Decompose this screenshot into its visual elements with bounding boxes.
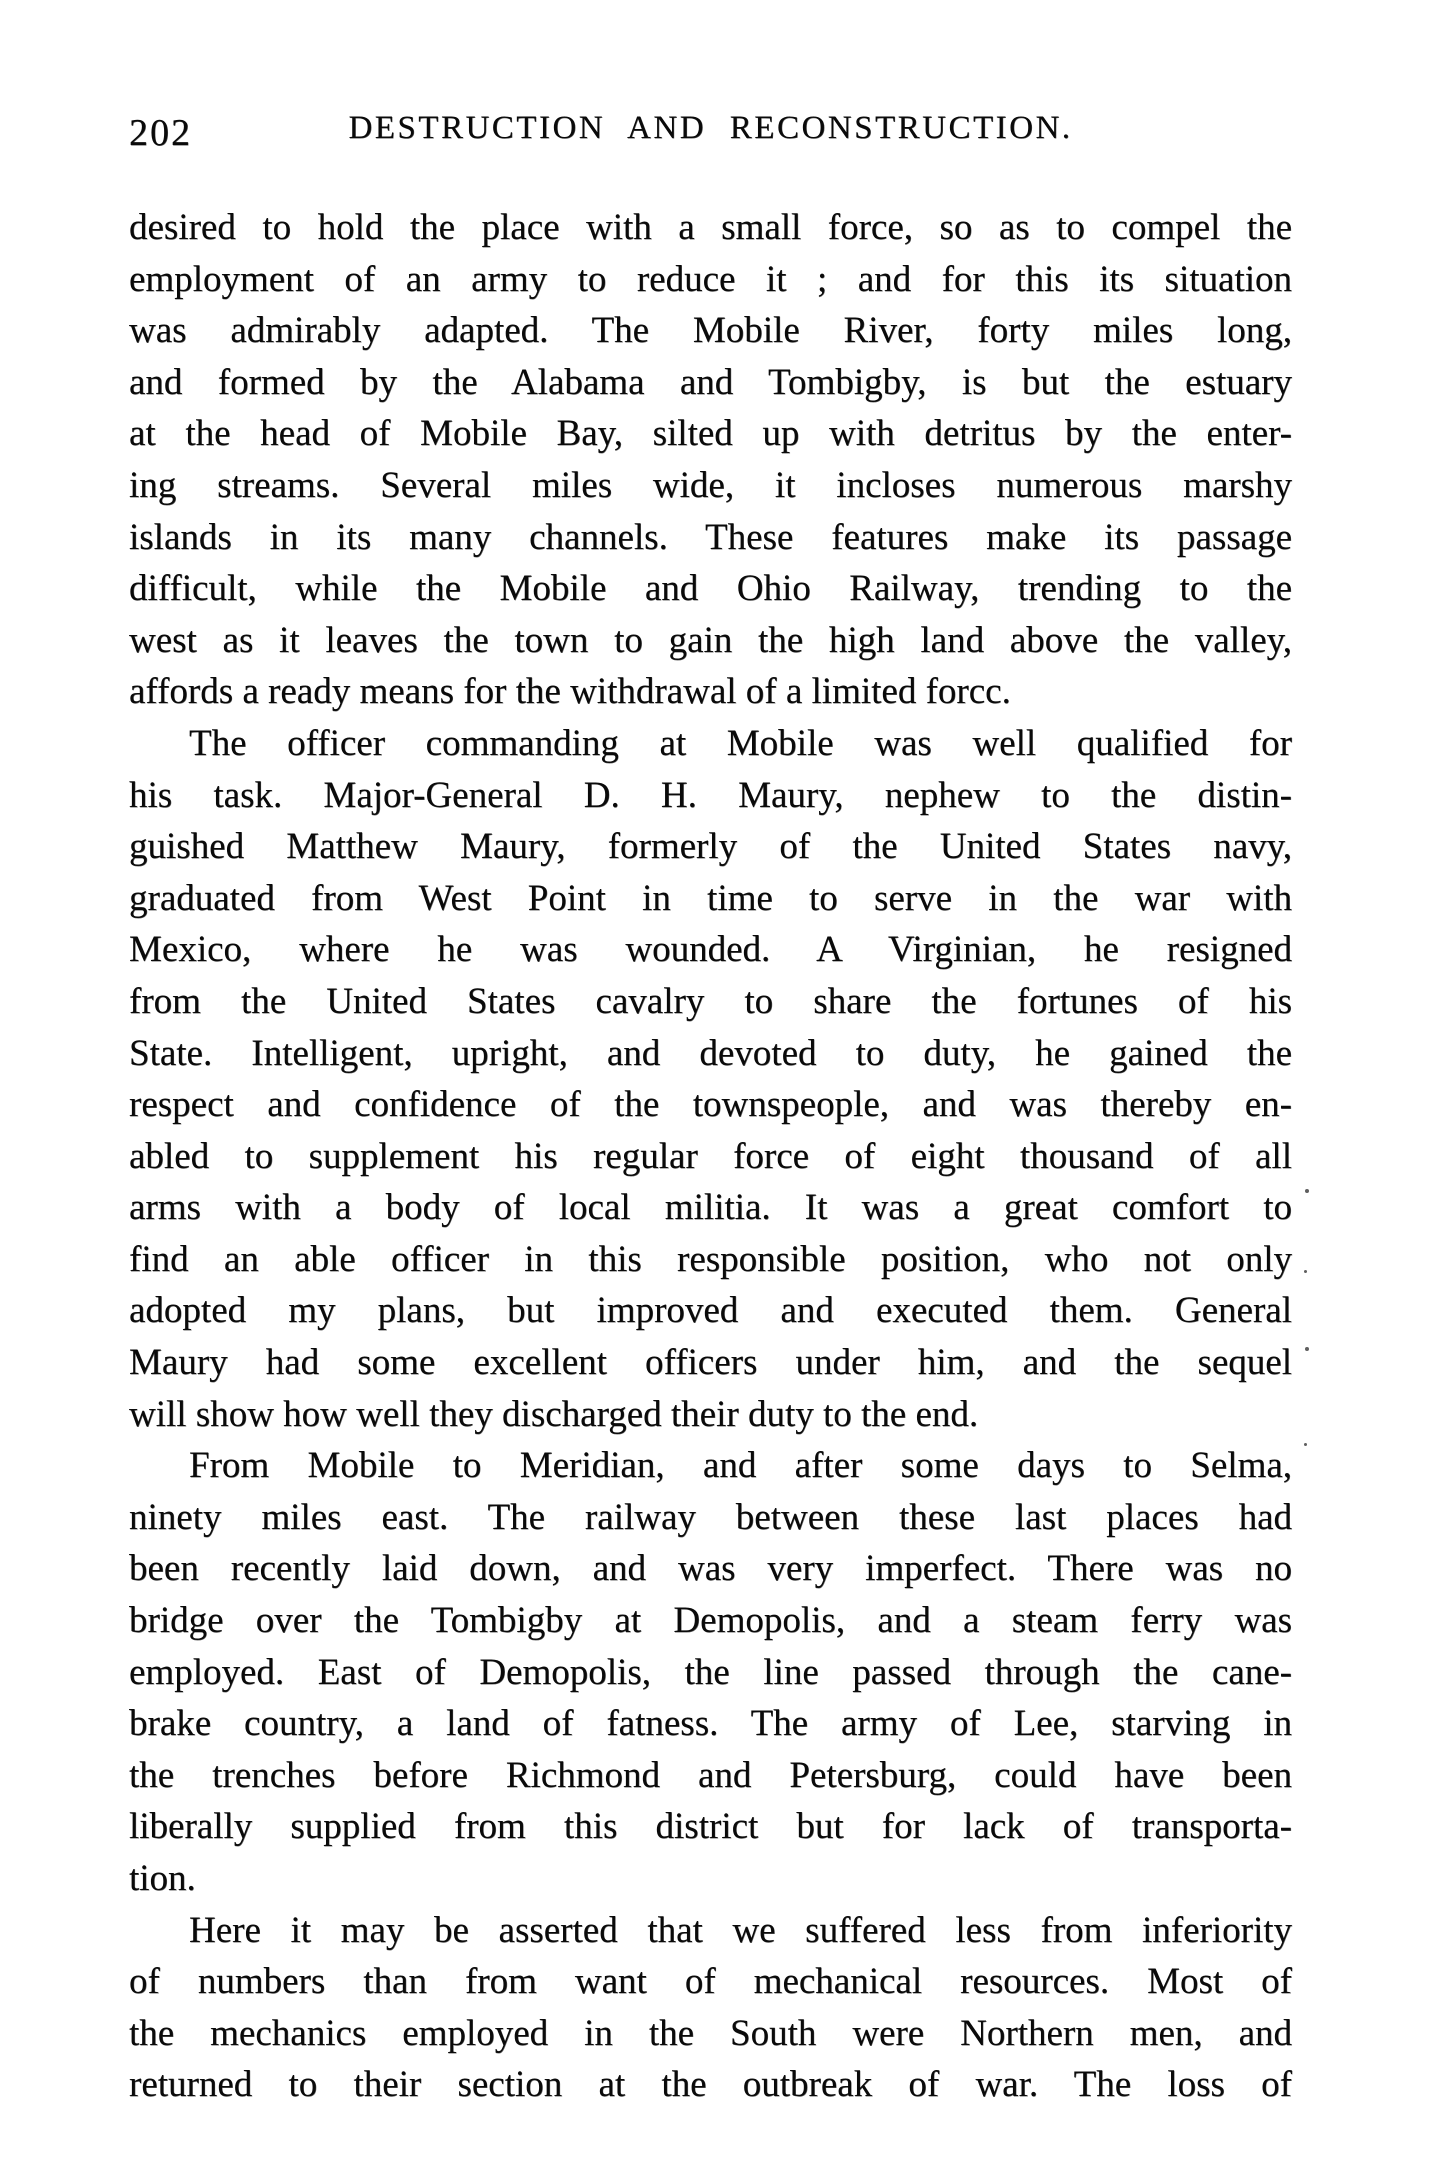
text-line: Maury had some excellent officers under him, and the sequel (129, 1342, 1292, 1384)
text-line: Mexico, where he was wounded. A Virginian, he resigned (129, 929, 1292, 971)
ink-speck (1305, 1189, 1309, 1193)
text-line: ing streams. Several miles wide, it incloses numerous marshy (129, 464, 1292, 506)
text-line: graduated from West Point in time to serve in the war with (129, 877, 1292, 919)
text-line: adopted my plans, but improved and executed them. General (129, 1290, 1292, 1332)
page-number: 202 (129, 112, 192, 154)
text-line: guished Matthew Maury, formerly of the United States navy, (129, 826, 1292, 868)
text-line: find an able officer in this responsible position, who not only (129, 1238, 1292, 1280)
text-line: was admirably adapted. The Mobile River, forty miles long, (129, 310, 1292, 352)
text-line: will show how well they discharged their duty to the end. (129, 1393, 979, 1435)
text-line: the trenches before Richmond and Petersburg, could have been (129, 1754, 1292, 1796)
text-line: State. Intelligent, upright, and devoted to duty, he gained the (129, 1032, 1292, 1074)
text-line: The officer commanding at Mobile was well qualified for (189, 722, 1292, 764)
text-line: brake country, a land of fatness. The army of Lee, starving in (129, 1703, 1292, 1745)
text-line: his task. Major-General D. H. Maury, nephew to the distin- (129, 774, 1292, 816)
text-line: abled to supplement his regular force of eight thousand of all (129, 1135, 1292, 1177)
page-body (129, 202, 1292, 2111)
text-line: arms with a body of local militia. It was a great comfort to (129, 1187, 1292, 1229)
text-line: and formed by the Alabama and Tombigby, is but the estuary (129, 361, 1292, 403)
text-line: islands in its many channels. These features make its passage (129, 516, 1292, 558)
text-line: Here it may be asserted that we suffered less from inferiority (189, 1909, 1292, 1951)
text-line: employed. East of Demopolis, the line passed through the cane- (129, 1651, 1292, 1693)
text-line: tion. (129, 1858, 196, 1899)
paragraph (129, 1905, 1292, 2111)
text-line: ninety miles east. The railway between these last places had (129, 1496, 1292, 1538)
running-title: DESTRUCTION AND RECONSTRUCTION. (348, 110, 1073, 146)
ink-speck (1305, 1347, 1309, 1351)
text-line: From Mobile to Meridian, and after some days to Selma, (189, 1445, 1292, 1487)
text-line: the mechanics employed in the South were Northern men, and (129, 2012, 1292, 2054)
text-line: liberally supplied from this district but for lack of transporta- (129, 1806, 1292, 1848)
paragraph (129, 202, 1292, 718)
text-line: respect and confidence of the townspeople, and was thereby en- (129, 1084, 1292, 1126)
text-line: from the United States cavalry to share the fortunes of his (129, 980, 1292, 1022)
text-line: west as it leaves the town to gain the high land above the valley, (129, 619, 1292, 661)
text-line: at the head of Mobile Bay, silted up with detritus by the enter- (129, 413, 1292, 455)
text-line: difficult, while the Mobile and Ohio Railway, trending to the (129, 568, 1292, 610)
paragraph (129, 1440, 1292, 1904)
text-line: desired to hold the place with a small force, so as to compel the (129, 207, 1292, 248)
ink-speck (1304, 1270, 1307, 1273)
text-line: employment of an army to reduce it ; and for this its situation (129, 258, 1292, 300)
text-line: affords a ready means for the withdrawal of a limited forcc. (129, 671, 1011, 713)
text-line: returned to their section at the outbreak of war. The loss of (129, 2064, 1292, 2106)
paragraph (129, 718, 1292, 1440)
text-line: been recently laid down, and was very imperfect. There was no (129, 1548, 1292, 1590)
text-line: of numbers than from want of mechanical resources. Most of (129, 1961, 1292, 2003)
text-line: bridge over the Tombigby at Demopolis, and a steam ferry was (129, 1600, 1292, 1642)
page-header (129, 110, 1292, 154)
ink-speck (1304, 1443, 1307, 1446)
